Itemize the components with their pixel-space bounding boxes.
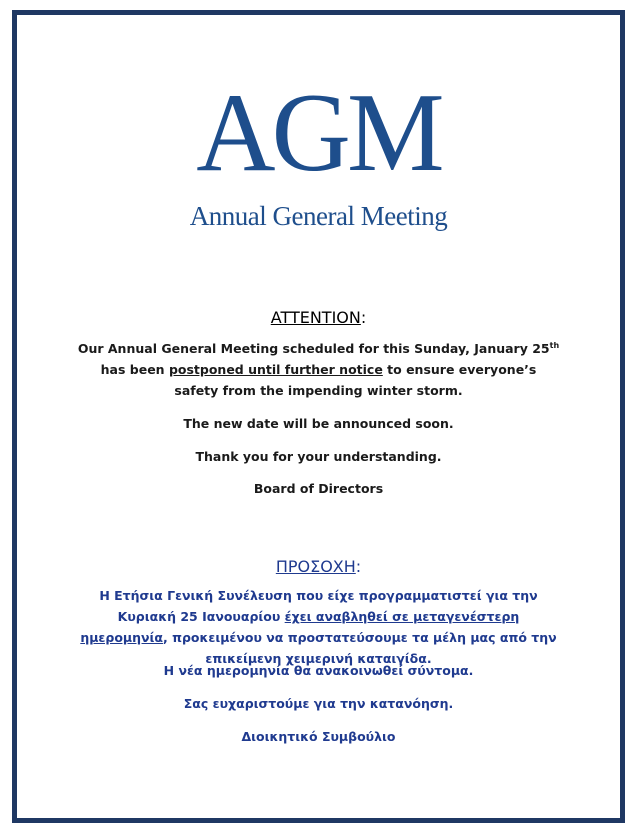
english-paragraph-3: Thank you for your understanding. <box>195 449 442 464</box>
greek-paragraph-1 <box>72 585 565 669</box>
agm-logo-subtitle: Annual General Meeting <box>189 201 448 231</box>
greek-heading-text: ΠΡΟΣΟΧΗ <box>275 557 356 576</box>
greek-p1-b: , προκειμένου να προστατεύσουμε τα μέλη μας από την επικείμενη χειμερινή καταιγίδα. <box>162 630 557 666</box>
english-p1-b: has been <box>100 362 165 377</box>
greek-paragraph-3: Σας ευχαριστούμε για την κατανόηση. <box>183 696 454 711</box>
greek-signature: Διοικητικό Συμβούλιο <box>241 729 396 744</box>
english-p1-a: Our Annual General Meeting scheduled for this Sunday, January 25 <box>77 341 550 356</box>
english-p1-underlined: postponed until further notice <box>168 362 383 377</box>
english-paragraph-1 <box>77 338 560 401</box>
greek-p1-a: Η Ετήσια Γενική Συνέλευση που είχε προγραμματιστεί για την Κυριακή 25 Ιανουαρίου <box>99 588 538 624</box>
greek-heading <box>17 557 620 576</box>
greek-p1-underlined: έχει αναβληθεί σε μεταγενέστερη ημερομηνία <box>80 609 520 645</box>
agm-logo: AGM <box>196 71 441 195</box>
greek-heading-colon: : <box>355 557 362 576</box>
english-p1-c: to ensure everyone’s safety from the impending winter storm. <box>174 362 537 398</box>
english-p1-sup: th <box>549 340 560 350</box>
notice-frame <box>12 10 625 823</box>
greek-paragraph-2: Η νέα ημερομηνία θα ανακοινωθεί σύντομα. <box>163 663 474 678</box>
english-paragraph-2: The new date will be announced soon. <box>183 416 454 431</box>
english-signature: Board of Directors <box>253 481 384 496</box>
english-heading <box>17 308 620 327</box>
english-heading-text: ATTENTION <box>270 308 361 327</box>
english-heading-colon: : <box>360 308 367 327</box>
